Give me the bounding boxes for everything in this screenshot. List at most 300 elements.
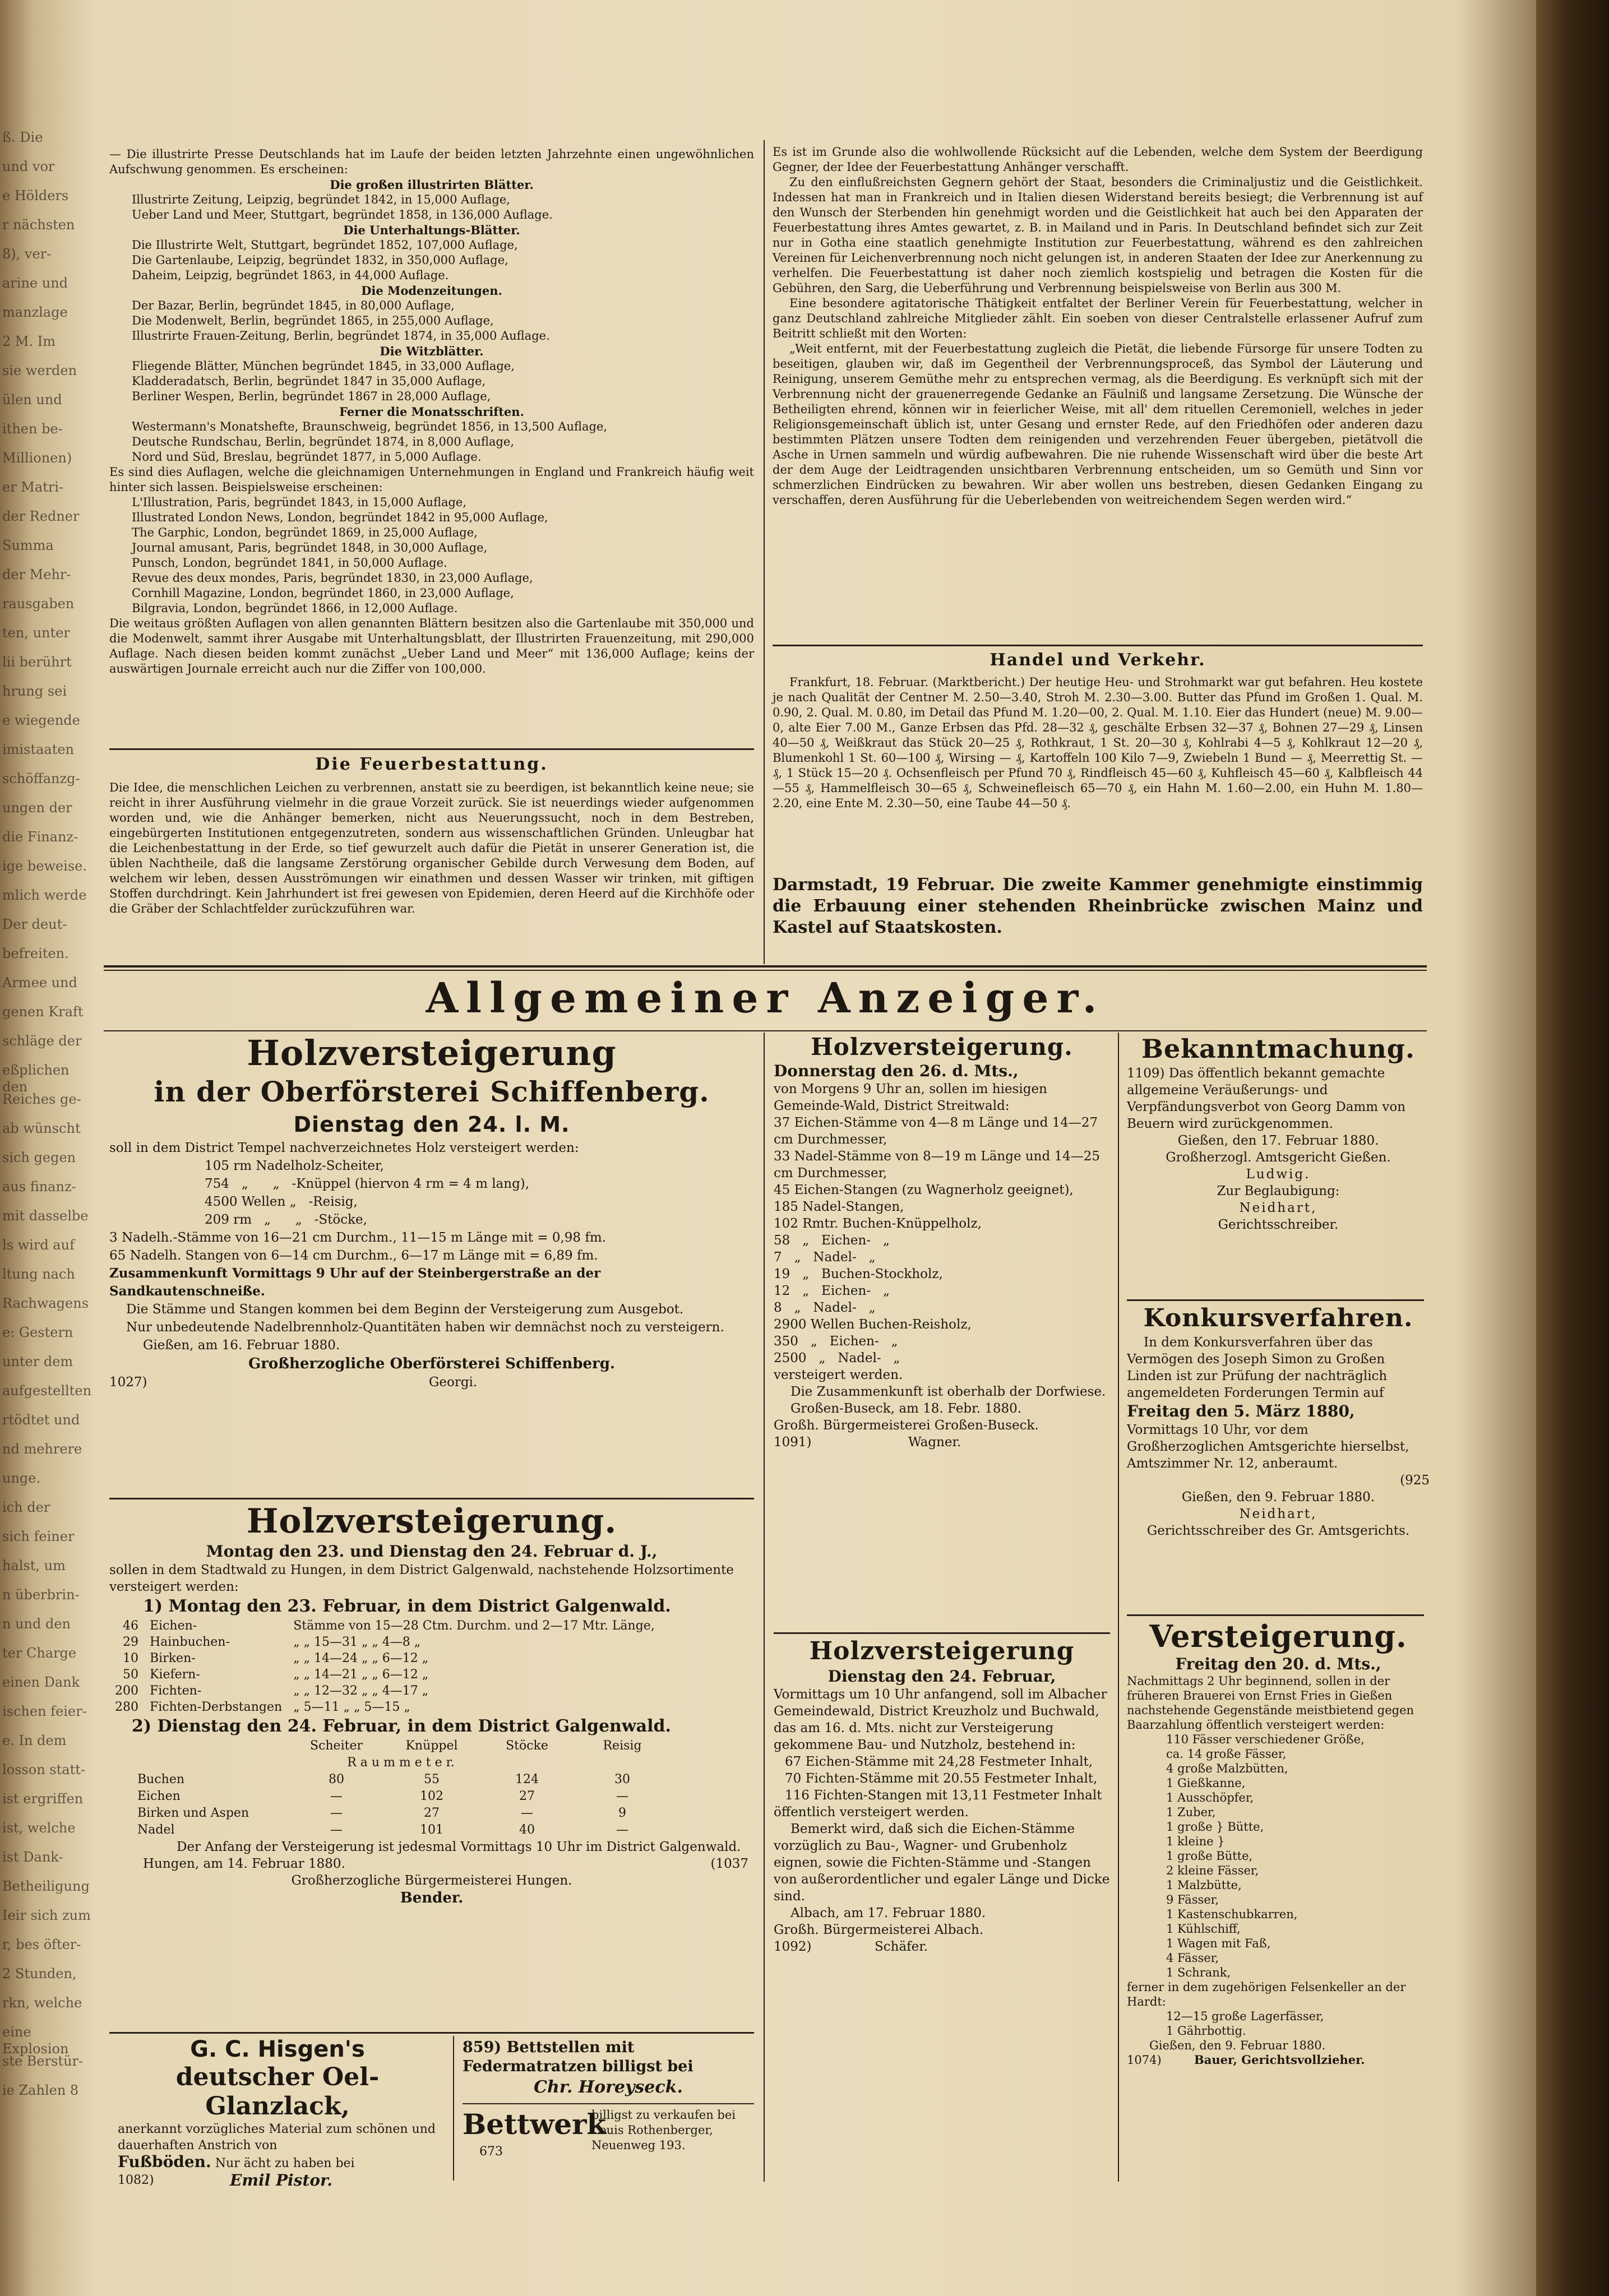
- edge-fragment: ich der: [2, 1499, 50, 1515]
- ad3-body: anerkannt vorzügliches Material zum schönen und dauerhaften Anstrich von: [118, 2122, 436, 2152]
- edge-fragment: schöffanzg-: [2, 771, 80, 786]
- table-row: [109, 1699, 660, 1715]
- ad2-list: [109, 1618, 660, 1715]
- ad-konkursverfahren: [1127, 1303, 1430, 1539]
- table-cell: Nadel: [137, 1823, 175, 1837]
- ad10-item: 9 Fässer,: [1166, 1893, 1219, 1906]
- ad3-name: Emil Pistor.: [230, 2171, 332, 2189]
- ad2-title: Holzversteigerung.: [246, 1502, 617, 1541]
- press-list-item: Berliner Wespen, Berlin, begründet 1867 in 28,000 Auflage,: [132, 390, 491, 403]
- ad6-title: Holzversteigerung.: [811, 1033, 1073, 1061]
- edge-fragment: Der deut-: [2, 916, 67, 932]
- ad4-l1: 859) Bettstellen mit Federmatratzen billigst bei: [463, 2039, 693, 2075]
- ad2-h2: 2) Dienstag den 24. Februar, in dem District Galgenwald.: [132, 1716, 671, 1736]
- press-list-2: [109, 238, 754, 283]
- fire-col2c: Eine besondere agitatorische Thätigkeit entfaltet der Berliner Verein für Feuerbestattung, welcher in ganz Deutschland zahlreiche Mitglieder zählt. Ein soeben von dieser Centralstelle erlassener Aufruf zum Beitritt schließt mit den Worten:: [773, 297, 1423, 340]
- table-row: [109, 1618, 660, 1634]
- ad7-after: öffentlich versteigert werden.: [774, 1805, 969, 1820]
- edge-fragment: nd mehrere: [2, 1441, 82, 1457]
- ad7-sign: Großh. Bürgermeisterei Albach.: [774, 1923, 984, 1937]
- edge-fragment: hrung sei: [2, 683, 67, 699]
- ad6-item: 7 „ Nadel- „: [774, 1250, 876, 1265]
- edge-fragment: sich gegen: [2, 1150, 76, 1165]
- press-list-item: Fliegende Blätter, München begründet 1845, in 33,000 Auflage,: [132, 359, 515, 373]
- ad7-item: 116 Fichten-Stangen mit 13,11 Festmeter Inhalt: [785, 1788, 1102, 1803]
- table-cell: „ „ 15—31 „ „ 4—8 „: [293, 1635, 421, 1649]
- divider: [774, 1632, 1110, 1634]
- ad9-body2: Vormittags 10 Uhr, vor dem Großherzoglichen Amtsgerichte hierselbst, Amtszimmer Nr. 12, anberaumt.: [1127, 1423, 1409, 1471]
- table-cell: 27: [424, 1806, 440, 1820]
- edge-fragment: 8), ver-: [2, 246, 52, 262]
- press-list-item: Journal amusant, Paris, begründet 1848, in 30,000 Auflage,: [132, 541, 488, 554]
- edge-fragment: und vor: [2, 159, 55, 174]
- table-cell: 46: [123, 1619, 138, 1633]
- ad6-item: 12 „ Eichen- „: [774, 1284, 890, 1298]
- ad10-items: [1127, 1732, 1430, 1980]
- edge-fragment: er Matri-: [2, 479, 64, 495]
- divider: [109, 1498, 754, 1499]
- ad6-item: 33 Nadel-Stämme von 8—19 m Länge und 14—25 cm Durchmesser,: [774, 1149, 1104, 1181]
- edge-fragment: losson statt-: [2, 1762, 85, 1777]
- ad10-item: 1 Kastenschubkarren,: [1166, 1908, 1298, 1921]
- ad2-name: Bender.: [400, 1890, 464, 1906]
- edge-fragment: ungen der: [2, 800, 72, 816]
- ad3-l1: G. C. Hisgen's: [190, 2036, 365, 2062]
- ad1-p2: Nur unbedeutende Nadelbrennholz-Quantitäten haben wir demnächst noch zu versteigern.: [126, 1320, 724, 1335]
- edge-fragment: rausgaben: [2, 596, 75, 612]
- edge-fragment: ste Berstür-: [2, 2053, 84, 2069]
- table-cell: „ 5—11 „ „ 5—15 „: [293, 1700, 410, 1714]
- divider: [773, 645, 1423, 646]
- section-rule: [104, 965, 1427, 968]
- table-row: [109, 1683, 660, 1699]
- edge-fragment: genen Kraft: [2, 1004, 84, 1020]
- press-list-item: Cornhill Magazine, London, begründet 1860, in 23,000 Auflage,: [132, 586, 514, 600]
- press-list-item: Revue des deux mondes, Paris, begründet 1830, in 23,000 Auflage,: [132, 571, 533, 585]
- press-h4: Die Witzblätter.: [380, 344, 484, 358]
- ad2-table: [132, 1738, 670, 1839]
- ad10-item: 12—15 große Lagerfässer,: [1166, 2010, 1324, 2023]
- press-list-item: The Garphic, London, begründet 1869, in 25,000 Auflage,: [132, 526, 478, 539]
- edge-fragment: aus finanz-: [2, 1179, 76, 1195]
- edge-fragment: e. In dem: [2, 1733, 67, 1748]
- ad7-note: Bemerkt wird, daß sich die Eichen-Stämme vorzüglich zu Bau-, Wagner- und Grubenholz eignen, sowie die Fichten-Stämme und -Stangen von außerordentlicher und egaler Länge und Dicke sind.: [774, 1822, 1110, 1904]
- column-header: Reisig: [603, 1739, 642, 1753]
- ad2-h1: 1) Montag den 23. Februar, in dem District Galgenwald.: [143, 1596, 671, 1616]
- ad10-place: Gießen, den 9. Februar 1880.: [1149, 2039, 1326, 2052]
- divider: [109, 748, 754, 750]
- table-cell: Kiefern-: [150, 1668, 200, 1682]
- ad10-item: 1 Zuber,: [1166, 1806, 1216, 1819]
- ad3-l3b: Nur ächt zu haben bei: [215, 2156, 355, 2170]
- ad9-place: Gießen, den 9. Februar 1880.: [1181, 1490, 1375, 1505]
- edge-fragment: ülen und: [2, 392, 62, 408]
- edge-fragment: r, bes öfter-: [2, 1937, 81, 1952]
- ad10-intro: Nachmittags 2 Uhr beginnend, sollen in der früheren Brauerei von Ernst Fries in Gießen nachstehende Gegenstände meistbietend gegen Baarzahlung öffentlich versteigert werden:: [1127, 1674, 1414, 1732]
- ad10-name: Bauer, Gerichtsvollzieher.: [1194, 2053, 1365, 2067]
- ad10-item: 1 Gährbottig.: [1166, 2024, 1246, 2038]
- table-cell: 102: [420, 1789, 443, 1803]
- ad8-place: Gießen, den 17. Februar 1880.: [1177, 1133, 1379, 1148]
- fire-body: Die Idee, die menschlichen Leichen zu verbrennen, anstatt sie zu beerdigen, ist bekanntlich keine neue; sie reicht in ihrer Ausführung vielmehr in die graue Vorzeit zurück. Sie ist neuerdings wieder aufgenommen worden und, wie die Anhänger bemerken, nicht aus Neuerungssucht, noch in dem Bestreben, eingebürgerten Institutionen entgegenzutreten, sondern aus wissenschaftlichen Gründen. Unleugbar hat die Leichenbestattung in der Erde, so tief gewurzelt auch dafür die Pietät in unserer Generation ist, die üblen Nachtheile, daß die langsame Zerstörung organischer Gebilde durch Verwesung dem Boden, auf welchem wir leben, dessen Ausströmungen wir einathmen und dessen Wasser wir trinken, mit giftigen Stoffen durchdringt. Kein Jahrhundert ist frei gewesen von Epidemien, deren Heerd auf die Kirchhöfe oder die Gräber der Schlachtfelder zurückzuführen war.: [109, 781, 754, 915]
- divider: [109, 2032, 754, 2034]
- ad1-row: 754 „ „ -Knüppel (hiervon 4 rm = 4 m lang),: [205, 1177, 530, 1191]
- ad6-sub: Donnerstag den 26. d. Mts.,: [774, 1062, 1019, 1080]
- edge-fragment: e Hölders: [2, 188, 69, 203]
- press-list-item: Nord und Süd, Breslau, begründet 1877, in 5,000 Auflage.: [132, 450, 482, 464]
- ad6-items: [774, 1114, 1110, 1367]
- press-list-item: Illustrirte Zeitung, Leipzig, begründet 1842, in 15,000 Auflage,: [132, 193, 510, 206]
- ad10-item: 2 kleine Fässer,: [1166, 1864, 1259, 1877]
- ad6-name: Wagner.: [908, 1435, 961, 1450]
- ad7-title: Holzversteigerung: [809, 1637, 1075, 1665]
- ad1-subtitle: in der Oberförsterei Schiffenberg.: [154, 1075, 710, 1108]
- ad1-date: Dienstag den 24. l. M.: [293, 1112, 570, 1137]
- press-article: [109, 147, 754, 677]
- edge-fragment: ist ergriffen: [2, 1791, 84, 1807]
- ad1-name: Georgi.: [429, 1375, 478, 1390]
- ad6-place: Großen-Buseck, am 18. Febr. 1880.: [790, 1401, 1022, 1416]
- press-mid: Es sind dies Auflagen, welche die gleichnamigen Unternehmungen in England und Frankreich häufig weit hinter sich lassen. Beispielsweise erscheinen:: [109, 465, 754, 494]
- ad1-rows: [109, 1157, 754, 1229]
- ad6-intro: von Morgens 9 Uhr an, sollen im hiesigen Gemeinde-Wald, District Streitwald:: [774, 1082, 1047, 1113]
- press-list-item: Deutsche Rundschau, Berlin, begründet 1874, in 8,000 Auflage,: [132, 435, 515, 448]
- table-row: [109, 1667, 660, 1683]
- press-h5: Ferner die Monatsschriften.: [339, 405, 524, 419]
- ad6-item: 19 „ Buchen-Stockholz,: [774, 1267, 943, 1281]
- edge-fragment: lii berührt: [2, 654, 72, 670]
- ad7-item: 70 Fichten-Stämme mit 20.55 Festmeter Inhalt,: [785, 1771, 1098, 1786]
- ad9-clerk: Neidhart,: [1239, 1507, 1317, 1521]
- ad6-item: 102 Rmtr. Buchen-Knüppelholz,: [774, 1216, 982, 1231]
- section-rule: [104, 1030, 1427, 1031]
- edge-fragment: Ieir sich zum: [2, 1908, 91, 1923]
- column-rule: [1118, 1033, 1119, 2182]
- ad1-row: 209 rm „ „ -Stöcke,: [205, 1212, 367, 1227]
- edge-fragment: ist, welche: [2, 1820, 76, 1836]
- edge-fragment: aufgestellten: [2, 1383, 92, 1399]
- column-header: Stöcke: [506, 1739, 548, 1753]
- edge-fragment: eßplichen den: [2, 1062, 70, 1095]
- adjacent-page-fragments: [0, 0, 101, 2296]
- column-rule: [764, 140, 765, 964]
- ad6-item: 185 Nadel-Stangen,: [774, 1200, 904, 1214]
- table-cell: „ „ 14—21 „ „ 6—12 „: [293, 1668, 429, 1682]
- ad2-start: Der Anfang der Versteigerung ist jedesmal Vormittags 10 Uhr im District Galgenwald.: [177, 1840, 741, 1854]
- ad6-after: versteigert werden.: [774, 1368, 903, 1382]
- table-cell: 80: [329, 1772, 344, 1786]
- ad10-item: 1 große } Bütte,: [1166, 1820, 1264, 1834]
- ad1-row: 3 Nadelh.-Stämme von 16—21 cm Durchm., 11—15 m Länge mit = 0,98 fm.: [109, 1230, 606, 1245]
- ad6-sign: Großh. Bürgermeisterei Großen-Buseck.: [774, 1418, 1039, 1433]
- ad7-sub: Dienstag den 24. Februar,: [827, 1667, 1056, 1686]
- table-cell: 29: [123, 1635, 138, 1649]
- edge-fragment: unge.: [2, 1470, 41, 1486]
- edge-fragment: Millionen): [2, 450, 72, 466]
- edge-fragment: ab wünscht: [2, 1121, 81, 1136]
- ad8-clerk: Neidhart,: [1239, 1201, 1317, 1215]
- ad1-row: 105 rm Nadelholz-Scheiter,: [205, 1159, 384, 1173]
- anzeiger-title: Allgemeiner Anzeiger.: [426, 974, 1105, 1022]
- table-row: [132, 1805, 670, 1822]
- ad7-item: 67 Eichen-Stämme mit 24,28 Festmeter Inhalt,: [785, 1755, 1093, 1769]
- table-cell: 40: [519, 1823, 535, 1837]
- table-header: [132, 1738, 670, 1755]
- table-cell: —: [521, 1806, 533, 1820]
- fire-col2b: Zu den einflußreichsten Gegnern gehört der Staat, besonders die Criminaljustiz und die Geistlichkeit. Indessen hat man in Frankreich und in Italien diesen Widerstand bereits besiegt; die Verbrennung ist auf den Wunsch der Sterbenden hin genehmigt worden und die Geistlichkeit hat auch bei den Apparaten der Feuerbestattung ihres Amtes gewartet, z. B. in Mailand und in Paris. In Deutschland befindet sich zur Zeit nur in Gotha eine staatlich genehmigte Institution zur Feuerbestattung, während es den zahlreichen Vereinen für Leichenverbrennung noch nicht gelungen ist, in anderen Staaten der Idee zur Anerkennung zu verhelfen. Die Feuerbestattung ist daher noch ziemlich kostspielig und betragen die Kosten für die Gebühren, den Sarg, die Ueberführung und Verbrennung beispielsweise von Berlin aus 300 M.: [773, 175, 1423, 295]
- press-list-item: Die Illustrirte Welt, Stuttgart, begründet 1852, 107,000 Auflage,: [132, 238, 518, 252]
- ad10-item: 1 Schrank,: [1166, 1966, 1231, 1979]
- ad8-body: 1109) Das öffentlich bekannt gemachte allgemeine Veräußerungs- und Verpfändungsverbot von Georg Damm von Beuern wird zurückgenommen.: [1127, 1066, 1406, 1131]
- ad7-items: [774, 1753, 1110, 1804]
- ad4-name: Chr. Horeyseck.: [534, 2077, 683, 2097]
- table-cell: 10: [123, 1651, 138, 1665]
- ad10-item: 4 große Malzbütten,: [1166, 1762, 1288, 1775]
- divider: [1127, 1614, 1424, 1616]
- ad-bekanntmachung: [1127, 1033, 1430, 1233]
- ad6-item: 45 Eichen-Stangen (zu Wagnerholz geeignet),: [774, 1183, 1074, 1197]
- press-list-5: [109, 419, 754, 465]
- ad10-item: 1 Kühlschiff,: [1166, 1922, 1241, 1936]
- edge-fragment: 2 Stunden,: [2, 1966, 77, 1982]
- edge-fragment: ten, unter: [2, 625, 70, 641]
- press-list-item: Der Bazar, Berlin, begründet 1845, in 80,000 Auflage,: [132, 299, 455, 312]
- table-cell: 200: [115, 1684, 138, 1698]
- ad7-intro: Vormittags um 10 Uhr anfangend, soll im Albacher Gemeindewald, District Kreuzholz und Buchwald, das am 16. d. Mts. nicht zur Versteigerung gekommene Bau- und Nutzholz, bestehend in:: [774, 1687, 1107, 1752]
- press-list-item: Die Modenwelt, Berlin, begründet 1865, in 255,000 Auflage,: [132, 314, 494, 327]
- ad1-meet: Zusammenkunft Vormittags 9 Uhr auf der Steinbergerstraße an der Sandkautenschneiße.: [109, 1266, 601, 1299]
- ad6-item: 2900 Wellen Buchen-Reisholz,: [774, 1317, 972, 1332]
- edge-fragment: ithen be-: [2, 421, 63, 437]
- press-list-item: L'Illustration, Paris, begründet 1843, in 15,000 Auflage,: [132, 496, 467, 509]
- press-list-item: Punsch, London, begründet 1841, in 50,000 Auflage.: [132, 556, 447, 570]
- press-list-6: [109, 495, 754, 616]
- ad5-big: Bettwerk: [463, 2108, 607, 2141]
- fire-col2d: „Weit entfernt, mit der Feuerbestattung zugleich die Pietät, die liebende Fürsorge für unsere Todten zu beseitigen, glauben wir, daß im Gegentheil der Verbrennungsproceß, das Symbol der Läuterung und Reinigung, unserem Gemüthe mehr zu entsprechen vermag, als die Beerdigung. Es verknüpft sich mit der Verbrennung nicht der grauenerregende Gedanke an Fäulniß und langsame Zersetzung. Die Wünsche der Betheiligten ehrend, können wir in feierlicher Weise, mit all' dem rituellen Ceremoniell, welches in jeder Religionsgemeinschaft üblich ist, unter Gesang und ernster Rede, auf den Friedhöfen oder anderen dazu bestimmten Plätzen unsere Todten dem reinigenden und verzehrenden Feuer übergeben, pietätvoll die Asche in Urnen sammeln und würdig aufbewahren. Die nie ruhende Wissenschaft wird über die beste Art der dem Auge der Leidtragenden unsichtbaren Verbrennung entscheiden, um so Gemüth und Sinn vor schmerzlichen Eindrücken zu bewahren. Wir aber wollen uns bestreben, diesen Gedanken Eingang zu verschaffen, deren Ausführung für die Ueberlebenden von weitreichendem Segen werden wird.“: [773, 342, 1423, 507]
- ad3-num: 1082): [118, 2173, 154, 2187]
- table-row: [109, 1650, 660, 1667]
- fire-title: Die Feuerbestattung.: [315, 754, 548, 774]
- book-binding: [1536, 0, 1609, 2296]
- edge-fragment: imistaaten: [2, 742, 74, 757]
- edge-fragment: sie werden: [2, 363, 77, 378]
- ad10-item: ca. 14 große Fässer,: [1166, 1747, 1287, 1761]
- edge-fragment: Betheiligung: [2, 1878, 90, 1894]
- press-list-item: Die Gartenlaube, Leipzig, begründet 1832, in 350,000 Auflage,: [132, 253, 508, 267]
- edge-fragment: befreiten.: [2, 946, 69, 961]
- ad3-l2: deutscher Oel-Glanzlack,: [175, 2063, 380, 2121]
- press-h2: Die Unterhaltungs-Blätter.: [343, 223, 520, 237]
- divider: [1127, 1299, 1424, 1301]
- press-list-item: Daheim, Leipzig, begründet 1863, in 44,000 Auflage.: [132, 269, 449, 282]
- table-cell: Buchen: [137, 1772, 185, 1786]
- table-cell: Stämme von 15—28 Ctm. Durchm. und 2—17 Mtr. Länge,: [293, 1619, 655, 1633]
- section-rule: [104, 970, 1427, 971]
- ad-hisgen-lack: [118, 2036, 437, 2189]
- table-cell: Fichten-: [150, 1684, 202, 1698]
- press-h3: Die Modenzeitungen.: [361, 284, 502, 298]
- edge-fragment: ie Zahlen 8: [2, 2082, 79, 2098]
- ad-bettwerk: [463, 2108, 754, 2175]
- ad9-role: Gerichtsschreiber des Gr. Amtsgerichts.: [1146, 1524, 1410, 1538]
- ad10-title: Versteigerung.: [1149, 1618, 1407, 1654]
- table-cell: —: [330, 1789, 343, 1803]
- edge-fragment: ige beweise.: [2, 858, 87, 874]
- table-cell: 50: [123, 1668, 138, 1682]
- press-list-item: Westermann's Monatshefte, Braunschweig, begründet 1856, in 13,500 Auflage,: [132, 420, 608, 433]
- table-cell: Birken-: [150, 1651, 196, 1665]
- ad1-p1: Die Stämme und Stangen kommen bei dem Beginn der Versteigerung zum Ausgebot.: [126, 1302, 684, 1317]
- ad1-rows2: [109, 1229, 754, 1265]
- press-end: Die weitaus größten Auflagen von allen genannten Blättern besitzen also die Gartenlaube mit 350,000 und die Modenwelt, sammt ihrer Ausgabe mit Unterhaltungsblatt, der Illustrirten Frauenzeitung, mit 290,000 Auflage. Nach diesen beiden kommt zunächst „Ueber Land und Meer“ mit 136,000 Auflage; keins der auswärtigen Journale erreicht auch nur die Ziffer von 100,000.: [109, 617, 754, 675]
- press-list-3: [109, 298, 754, 344]
- table-cell: —: [616, 1823, 628, 1837]
- table-cell: 124: [515, 1772, 539, 1786]
- edge-fragment: schläge der: [2, 1033, 82, 1049]
- ad10-item: 1 Ausschöpfer,: [1166, 1791, 1254, 1804]
- ad9-date: Freitag den 5. März 1880,: [1127, 1402, 1355, 1420]
- unit-label: R a u m m e t e r.: [347, 1756, 455, 1770]
- ad10-item: 1 Wagen mit Faß,: [1166, 1937, 1271, 1950]
- ad10-after: ferner in dem zugehörigen Felsenkeller an der Hardt:: [1127, 1980, 1406, 2008]
- ad9-title: Konkursverfahren.: [1143, 1304, 1413, 1332]
- ad5-num: 673: [479, 2145, 503, 2159]
- column-header: Scheiter: [310, 1739, 363, 1753]
- edge-fragment: e: Gestern: [2, 1325, 73, 1340]
- ad7-place: Albach, am 17. Februar 1880.: [790, 1906, 986, 1920]
- ad10-item: 1 große Bütte,: [1166, 1849, 1253, 1863]
- edge-fragment: einen Dank: [2, 1674, 80, 1690]
- ad-versteigerung-fries: [1127, 1618, 1430, 2067]
- fire-continued: [773, 145, 1423, 508]
- table-cell: Eichen: [137, 1789, 181, 1803]
- ad6-item: 350 „ Eichen- „: [774, 1334, 898, 1349]
- ad1-intro: soll in dem District Tempel nachverzeichnetes Holz versteigert werden:: [109, 1141, 579, 1155]
- edge-fragment: n überbrin-: [2, 1587, 80, 1603]
- table-cell: „ „ 12—32 „ „ 4—17 „: [293, 1684, 429, 1698]
- ad1-title: Holzversteigerung: [247, 1033, 617, 1073]
- press-list-item: Ueber Land und Meer, Stuttgart, begründet 1858, in 136,000 Auflage.: [132, 208, 553, 221]
- ad10-num: 1074): [1127, 2053, 1162, 2067]
- ad8-court: Großherzogl. Amtsgericht Gießen.: [1166, 1150, 1391, 1165]
- edge-fragment: mit dasselbe: [2, 1208, 89, 1224]
- table-cell: 101: [420, 1823, 443, 1837]
- ad10-item: 1 Malzbütte,: [1166, 1878, 1242, 1892]
- edge-fragment: unter dem: [2, 1354, 73, 1369]
- trade-body: Frankfurt, 18. Februar. (Marktbericht.) Der heutige Heu- und Strohmarkt war gut befahren. Heu kostete je nach Qualität der Centner M. 2.50—3.40, Stroh M. 2.30—3.00. Butter das Pfund im Großen 1. Qual. M. 0.90, 2. Qual. M. 0.80, im Detail das Pfund M. 1.20—00, 2. Qual. M. 1.10. Eier das Hundert (neue) M. 9.00—0, alte Eier 7.00 M., Ganze Erbsen das Pfd. 28—32 ₰, geschälte Erbsen 32—37 ₰, Bohnen 27—29 ₰, Linsen 40—50 ₰, Weißkraut das Stück 20—25 ₰, Rothkraut, 1 St. 20—30 ₰, Kohlrabi 4—5 ₰, Kohlkraut 12—20 ₰, Blumenkohl 1 St. 60—100 ₰, Wirsing — ₰, Kartoffeln 100 Kilo 7—9, Zwiebeln 1 Bund — ₰, Meerrettig St. — ₰, 1 Stück 15—20 ₰. Ochsenfleisch per Pfund 70 ₰, Rindfleisch 45—60 ₰, Kuhfleisch 45—60 ₰, Kalbfleisch 44—55 ₰, Hammelfleisch 30—65 ₰, Schweinefleisch 65—70 ₰, ein Hahn M. 1.60—2.00, ein Huhn M. 1.80—2.20, eine Ente M. 2.30—50, eine Taube 44—50 ₰.: [773, 675, 1423, 810]
- edge-fragment: eine Explosion: [2, 2024, 69, 2057]
- table-cell: —: [330, 1806, 343, 1820]
- ad2-sub: Montag den 23. und Dienstag den 24. Februar d. J.,: [206, 1542, 658, 1561]
- table-cell: 9: [618, 1806, 626, 1820]
- edge-fragment: halst, um: [2, 1558, 66, 1573]
- edge-fragment: Armee und: [2, 975, 77, 990]
- ad9-body: In dem Konkursverfahren über das Vermögen des Joseph Simon zu Großen Linden ist zur Prüfung der nachträglich angemeldeten Forderungen Termin auf: [1127, 1335, 1388, 1400]
- press-h1: Die großen illustrirten Blätter.: [330, 178, 534, 192]
- press-list-item: Kladderadatsch, Berlin, begründet 1847 in 35,000 Auflage,: [132, 374, 486, 388]
- table-cell: Fichten-Derbstangen: [150, 1700, 283, 1714]
- ad10-sub: Freitag den 20. d. Mts.,: [1175, 1655, 1381, 1673]
- ad5-txt: billigst zu verkaufen bei Louis Rothenberger, Neuenweg 193.: [591, 2108, 736, 2152]
- ad10-items2: [1127, 2009, 1430, 2038]
- ad-holzversteigerung-albach: [774, 1636, 1110, 1955]
- edge-fragment: ischen feier-: [2, 1704, 87, 1719]
- ad2-intro: sollen in dem Stadtwald zu Hungen, in dem District Galgenwald, nachstehende Holzsortimente versteigert werden:: [109, 1563, 734, 1594]
- ad8-title: Bekanntmachung.: [1141, 1034, 1415, 1064]
- edge-fragment: ter Charge: [2, 1645, 77, 1661]
- table-cell: —: [616, 1789, 628, 1803]
- table-row: [109, 1634, 660, 1650]
- table-cell: „ „ 14—24 „ „ 6—12 „: [293, 1651, 429, 1665]
- table-cell: 30: [614, 1772, 630, 1786]
- edge-fragment: der Mehr-: [2, 567, 71, 582]
- ad1-row: 4500 Wellen „ -Reisig,: [205, 1195, 358, 1209]
- edge-fragment: arine und: [2, 275, 68, 291]
- ad8-role: Gerichtsschreiber.: [1218, 1218, 1339, 1232]
- edge-fragment: rkn, welche: [2, 1995, 82, 2011]
- edge-fragment: mlich werde: [2, 887, 87, 903]
- ad10-item: 4 Fässer,: [1166, 1951, 1219, 1965]
- ad-holzversteigerung-hungen: [109, 1501, 754, 1907]
- press-lead: — Die illustrirte Presse Deutschlands hat im Laufe der beiden letzten Jahrzehnte einen ungewöhnlichen Aufschwung genommen. Es erscheinen:: [109, 147, 754, 176]
- ad6-num: 1091): [774, 1435, 812, 1450]
- table-cell: 27: [519, 1789, 535, 1803]
- ad7-name: Schäfer.: [875, 1939, 928, 1954]
- ad10-item: 1 kleine }: [1166, 1835, 1225, 1848]
- darmstadt-news: Darmstadt, 19 Februar. Die zweite Kammer genehmigte einstimmig die Erbauung einer stehenden Rheinbrücke zwischen Mainz und Kastel auf Staatskosten.: [773, 875, 1423, 937]
- ad-holzversteigerung-buseck: [774, 1033, 1110, 1451]
- table-row: [132, 1788, 670, 1805]
- press-list-item: Bilgravia, London, begründet 1866, in 12,000 Auflage.: [132, 601, 458, 615]
- ad6-item: 2500 „ Nadel- „: [774, 1351, 900, 1365]
- edge-fragment: ist Dank-: [2, 1849, 63, 1865]
- press-list-4: [109, 359, 754, 404]
- edge-fragment: Rachwagens: [2, 1295, 89, 1311]
- press-list-item: Illustrirte Frauen-Zeitung, Berlin, begründet 1874, in 35,000 Auflage.: [132, 329, 550, 342]
- column-rule: [764, 1033, 765, 2182]
- ad1-num: 1027): [109, 1375, 147, 1390]
- edge-fragment: die Finanz-: [2, 829, 78, 845]
- table-cell: —: [330, 1823, 343, 1837]
- ad3-l3: Fußböden.: [118, 2152, 211, 2171]
- ad2-sign: Großherzogliche Bürgermeisterei Hungen.: [291, 1873, 572, 1888]
- edge-fragment: 2 M. Im: [2, 334, 56, 349]
- ad1-row: 65 Nadelh. Stangen von 6—14 cm Durchm., 6—17 m Länge mit = 6,89 fm.: [109, 1248, 598, 1263]
- column-header: Knüppel: [405, 1739, 458, 1753]
- ad-bettstellen: [463, 2038, 754, 2099]
- table-cell: Eichen-: [150, 1619, 197, 1633]
- edge-fragment: e wiegende: [2, 712, 80, 728]
- edge-fragment: ß. Die: [2, 129, 43, 145]
- column-rule: [453, 2036, 454, 2181]
- ad10-item: 110 Fässer verschiedener Größe,: [1166, 1733, 1365, 1746]
- table-cell: Birken und Aspen: [137, 1806, 249, 1820]
- ad-holzversteigerung-schiffenberg: [109, 1033, 754, 1391]
- edge-fragment: sich feiner: [2, 1529, 75, 1544]
- press-list-1: [109, 192, 754, 223]
- edge-fragment: ls wird auf: [2, 1237, 75, 1253]
- edge-fragment: r nächsten: [2, 217, 75, 233]
- edge-fragment: ltung nach: [2, 1266, 75, 1282]
- ad6-item: 8 „ Nadel- „: [774, 1300, 876, 1315]
- trade-title: Handel und Verkehr.: [990, 650, 1206, 670]
- ad9-num: (925: [1400, 1473, 1430, 1488]
- ad2-place: Hungen, am 14. Februar 1880.: [143, 1857, 345, 1871]
- edge-fragment: rtödtet und: [2, 1412, 80, 1428]
- table-cell: 280: [115, 1700, 138, 1714]
- divider: [463, 2103, 754, 2104]
- table-row: [132, 1822, 670, 1839]
